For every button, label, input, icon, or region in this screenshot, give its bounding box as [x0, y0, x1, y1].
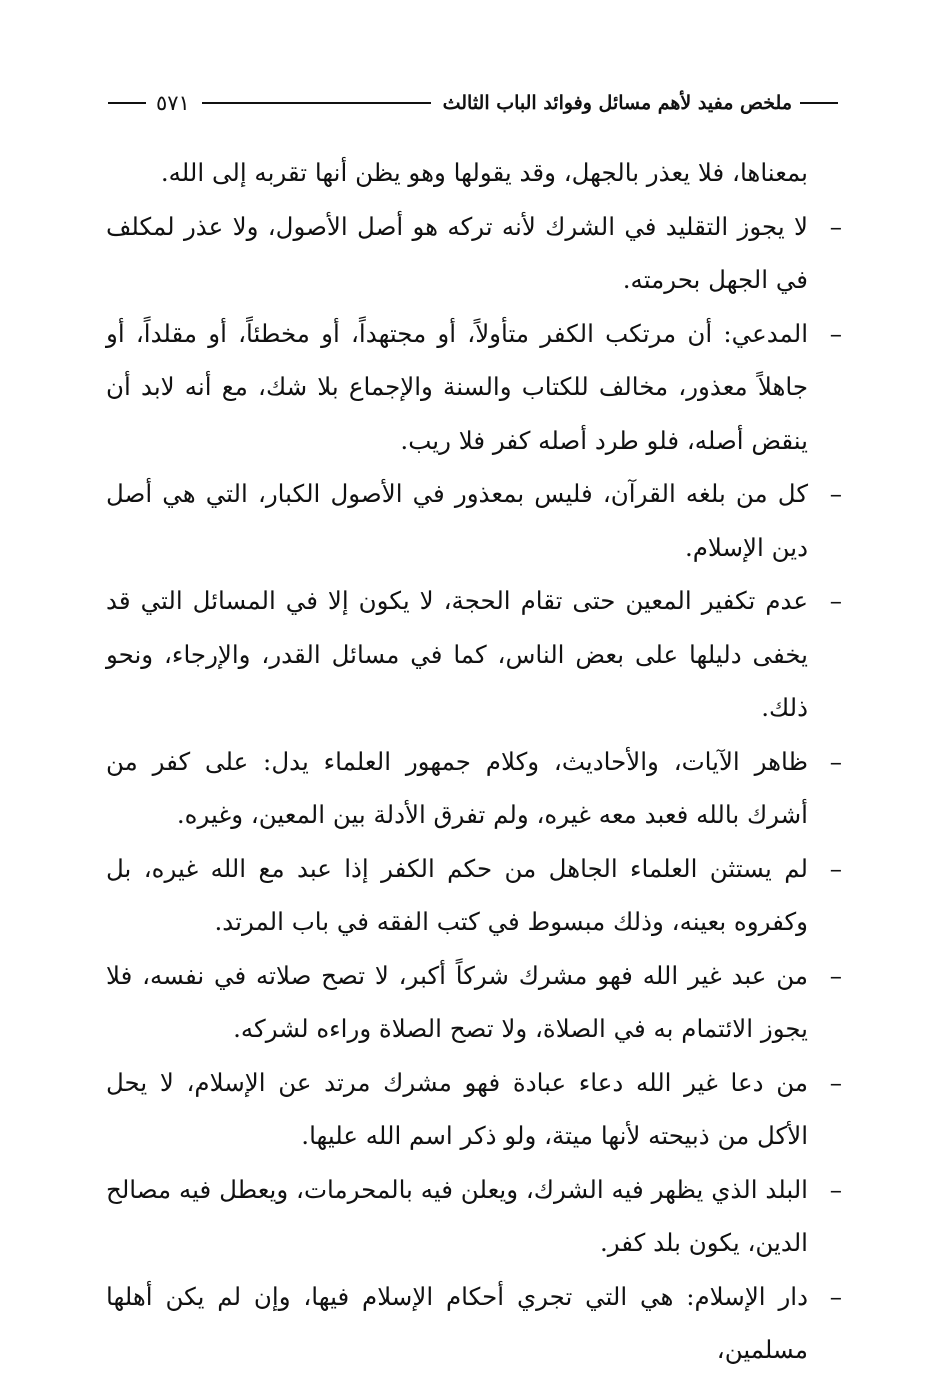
list-item	[106, 1163, 844, 1270]
list-item	[106, 842, 844, 949]
list-item	[106, 1056, 844, 1163]
bullet-dash: –	[829, 586, 842, 615]
bullet-dash: –	[829, 1067, 842, 1097]
bullet-dash: –	[829, 1174, 842, 1204]
bullet-dash: –	[829, 960, 842, 990]
list-item-text: من عبد غير الله فهو مشرك شركاً أكبر، لا تصح صلاته في نفسه، فلا يجوز الائتمام به في الصلاة، ولا تصح الصلاة وراءه لشركه.	[106, 960, 808, 1043]
bullet-dash: –	[829, 479, 842, 508]
bullet-dash: –	[829, 853, 842, 883]
list-item	[106, 200, 844, 307]
page-body	[106, 146, 844, 1377]
list-item-text: لا يجوز التقليد في الشرك لأنه تركه هو أصل الأصول، ولا عذر لمكلف في الجهل بحرمته.	[106, 211, 808, 294]
page-number: ٥٧١	[156, 91, 190, 115]
running-title: ملخص مفيد لأهم مسائل وفوائد الباب الثالث	[442, 92, 792, 114]
list-item	[106, 307, 844, 468]
list-item-text: لم يستثن العلماء الجاهل من حكم الكفر إذا عبد مع الله غيره، بل وكفروه بعينه، وذلك مبسوط في كتب الفقه في باب المرتد.	[106, 853, 808, 936]
header-rule	[202, 102, 431, 104]
continuation-paragraph: بمعناها، فلا يعذر بالجهل، وقد يقولها وهو يظن أنها تقربه إلى الله.	[160, 158, 808, 187]
list-item	[106, 467, 844, 574]
list-item-text: البلد الذي يظهر فيه الشرك، ويعلن فيه بالمحرمات، ويعطل فيه مصالح الدين، يكون بلد كفر.	[106, 1174, 808, 1257]
list-item-text: من دعا غير الله دعاء عبادة فهو مشرك مرتد عن الإسلام، لا يحل الأكل من ذبيحته لأنها ميتة، ولو ذكر اسم الله عليها.	[106, 1067, 808, 1150]
list-item-text: ظاهر الآيات، والأحاديث، وكلام جمهور العلماء يدل: على كفر من أشرك بالله فعبد معه غيره، ولم تفرق الأدلة بين المعين، وغيره.	[106, 746, 808, 829]
list-item	[106, 574, 844, 735]
header-dash-left	[108, 102, 146, 104]
bullet-dash: –	[829, 746, 842, 776]
list-item	[106, 1270, 844, 1377]
list-item-text: المدعي: أن مرتكب الكفر متأولاً، أو مجتهداً، أو مخطئاً، أو مقلداً، أو جاهلاً معذور، مخالف للكتاب والسنة والإجماع بلا شك، مع أنه لابد أن ينقض أصله، فلو طرد أصله كفر فلا ريب.	[106, 318, 808, 455]
page-header	[108, 86, 838, 120]
bullet-dash: –	[829, 1281, 842, 1311]
header-dash-right	[800, 102, 838, 104]
list-item	[106, 735, 844, 842]
bullet-dash: –	[829, 318, 842, 348]
bullet-dash: –	[829, 211, 842, 241]
list-item-text: عدم تكفير المعين حتى تقام الحجة، لا يكون إلا في المسائل التي قد يخفى دليلها على بعض الناس، كما في مسائل القدر، والإرجاء، ونحو ذلك.	[106, 586, 808, 722]
list-item-text: كل من بلغه القرآن، فليس بمعذور في الأصول الكبار، التي هي أصل دين الإسلام.	[106, 479, 808, 562]
list-item	[106, 949, 844, 1056]
list-item-text: دار الإسلام: هي التي تجري أحكام الإسلام فيها، وإن لم يكن أهلها مسلمين،	[106, 1281, 808, 1364]
